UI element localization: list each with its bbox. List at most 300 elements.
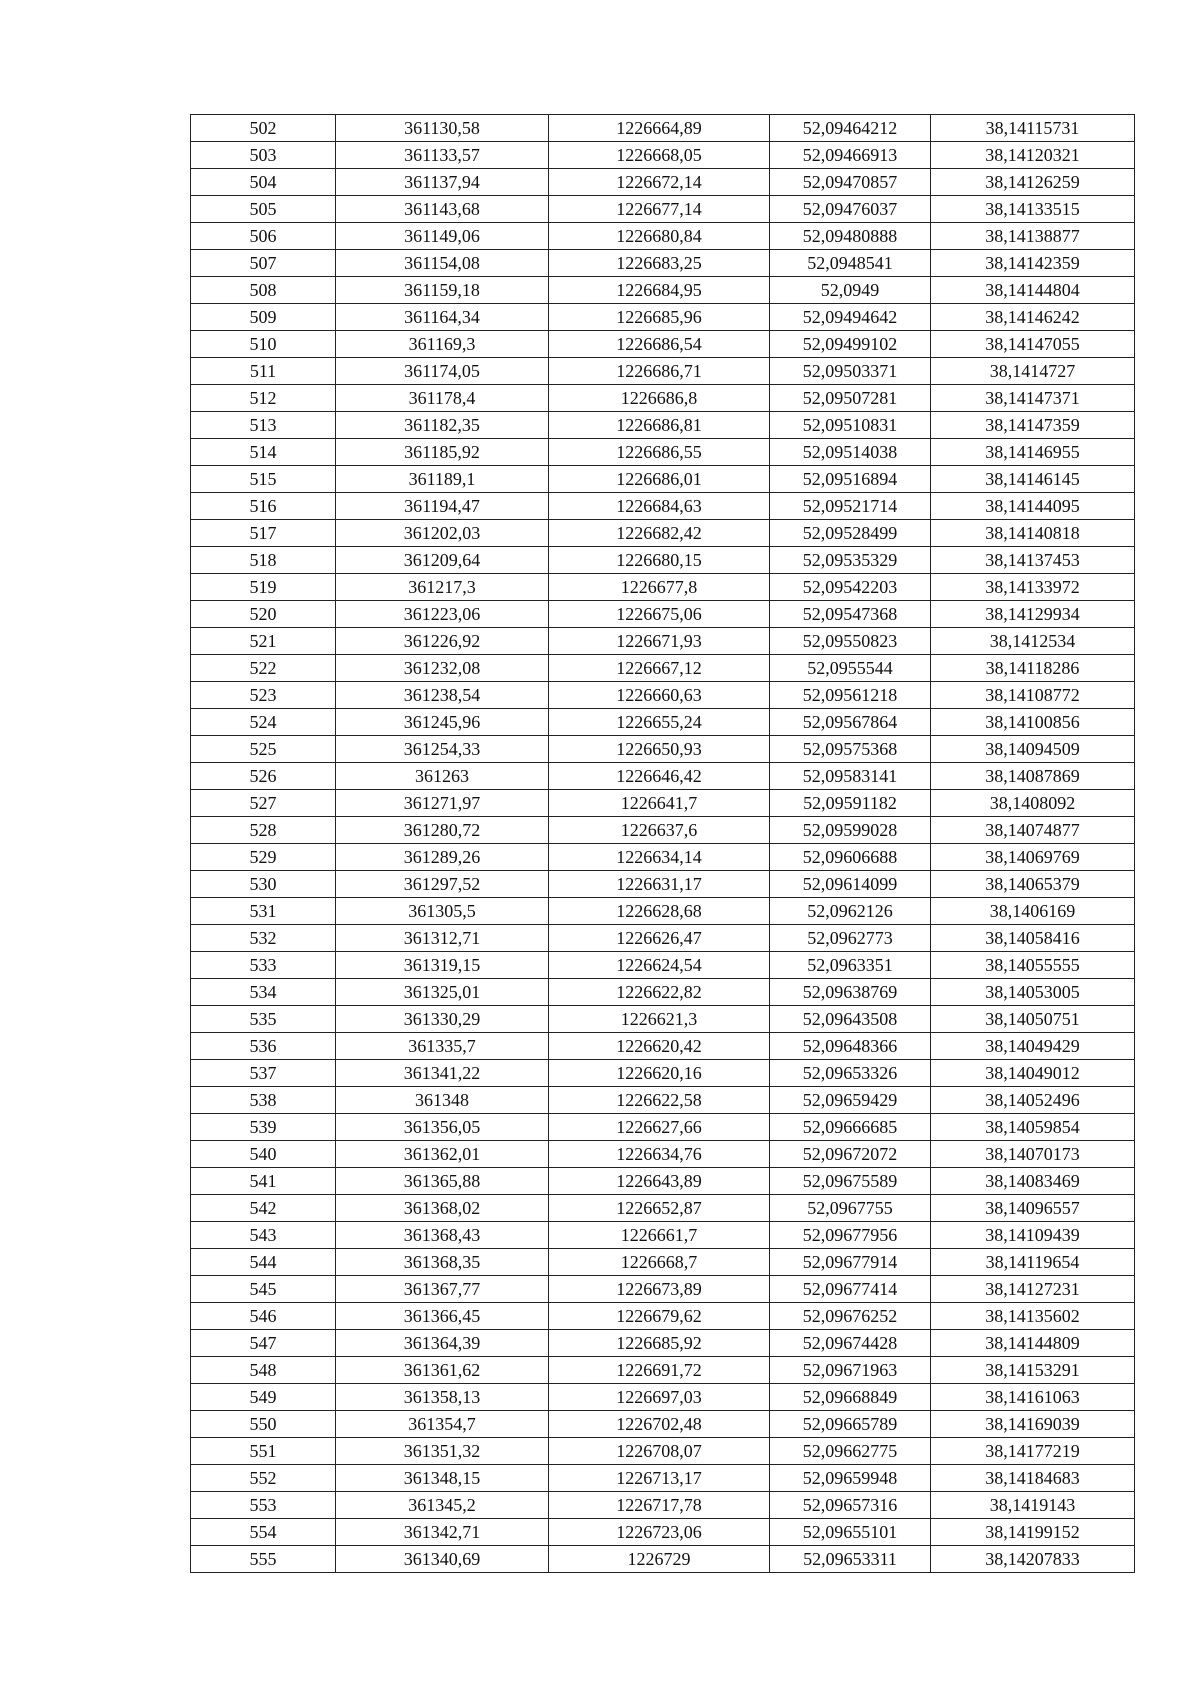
y-coordinate-cell: 1226684,63	[549, 493, 770, 520]
x-coordinate-cell: 361348	[336, 1087, 549, 1114]
point-number-cell: 543	[191, 1222, 336, 1249]
x-coordinate-cell: 361366,45	[336, 1303, 549, 1330]
latitude-cell: 52,09535329	[770, 547, 931, 574]
y-coordinate-cell: 1226729	[549, 1546, 770, 1573]
point-number-cell: 554	[191, 1519, 336, 1546]
y-coordinate-cell: 1226628,68	[549, 898, 770, 925]
y-coordinate-cell: 1226655,24	[549, 709, 770, 736]
y-coordinate-cell: 1226634,76	[549, 1141, 770, 1168]
longitude-cell: 38,14138877	[931, 223, 1135, 250]
point-number-cell: 547	[191, 1330, 336, 1357]
latitude-cell: 52,09470857	[770, 169, 931, 196]
x-coordinate-cell: 361209,64	[336, 547, 549, 574]
table-row	[191, 655, 1135, 682]
x-coordinate-cell: 361364,39	[336, 1330, 549, 1357]
coordinates-table-body	[191, 115, 1135, 1573]
latitude-cell: 52,0962773	[770, 925, 931, 952]
x-coordinate-cell: 361312,71	[336, 925, 549, 952]
latitude-cell: 52,09665789	[770, 1411, 931, 1438]
table-row	[191, 1411, 1135, 1438]
x-coordinate-cell: 361217,3	[336, 574, 549, 601]
latitude-cell: 52,09653326	[770, 1060, 931, 1087]
table-row	[191, 709, 1135, 736]
x-coordinate-cell: 361226,92	[336, 628, 549, 655]
latitude-cell: 52,0962126	[770, 898, 931, 925]
table-row	[191, 1330, 1135, 1357]
point-number-cell: 541	[191, 1168, 336, 1195]
longitude-cell: 38,14140818	[931, 520, 1135, 547]
table-row	[191, 682, 1135, 709]
x-coordinate-cell: 361351,32	[336, 1438, 549, 1465]
x-coordinate-cell: 361174,05	[336, 358, 549, 385]
y-coordinate-cell: 1226626,47	[549, 925, 770, 952]
x-coordinate-cell: 361325,01	[336, 979, 549, 1006]
table-row	[191, 1276, 1135, 1303]
y-coordinate-cell: 1226664,89	[549, 115, 770, 142]
longitude-cell: 38,14053005	[931, 979, 1135, 1006]
x-coordinate-cell: 361358,13	[336, 1384, 549, 1411]
x-coordinate-cell: 361130,58	[336, 115, 549, 142]
longitude-cell: 38,1412534	[931, 628, 1135, 655]
latitude-cell: 52,09668849	[770, 1384, 931, 1411]
y-coordinate-cell: 1226686,54	[549, 331, 770, 358]
table-row	[191, 1033, 1135, 1060]
longitude-cell: 38,14069769	[931, 844, 1135, 871]
x-coordinate-cell: 361345,2	[336, 1492, 549, 1519]
longitude-cell: 38,14058416	[931, 925, 1135, 952]
latitude-cell: 52,09561218	[770, 682, 931, 709]
longitude-cell: 38,14133972	[931, 574, 1135, 601]
point-number-cell: 509	[191, 304, 336, 331]
table-row	[191, 1357, 1135, 1384]
x-coordinate-cell: 361342,71	[336, 1519, 549, 1546]
x-coordinate-cell: 361361,62	[336, 1357, 549, 1384]
longitude-cell: 38,14146242	[931, 304, 1135, 331]
latitude-cell: 52,09599028	[770, 817, 931, 844]
x-coordinate-cell: 361305,5	[336, 898, 549, 925]
y-coordinate-cell: 1226672,14	[549, 169, 770, 196]
latitude-cell: 52,09653311	[770, 1546, 931, 1573]
table-row	[191, 1384, 1135, 1411]
longitude-cell: 38,14161063	[931, 1384, 1135, 1411]
point-number-cell: 544	[191, 1249, 336, 1276]
latitude-cell: 52,09499102	[770, 331, 931, 358]
x-coordinate-cell: 361368,43	[336, 1222, 549, 1249]
x-coordinate-cell: 361169,3	[336, 331, 549, 358]
y-coordinate-cell: 1226667,12	[549, 655, 770, 682]
table-row	[191, 1114, 1135, 1141]
longitude-cell: 38,14142359	[931, 250, 1135, 277]
point-number-cell: 504	[191, 169, 336, 196]
point-number-cell: 525	[191, 736, 336, 763]
y-coordinate-cell: 1226620,16	[549, 1060, 770, 1087]
table-row	[191, 331, 1135, 358]
table-row	[191, 169, 1135, 196]
y-coordinate-cell: 1226685,92	[549, 1330, 770, 1357]
point-number-cell: 518	[191, 547, 336, 574]
longitude-cell: 38,14146145	[931, 466, 1135, 493]
longitude-cell: 38,1414727	[931, 358, 1135, 385]
y-coordinate-cell: 1226685,96	[549, 304, 770, 331]
latitude-cell: 52,09606688	[770, 844, 931, 871]
table-row	[191, 412, 1135, 439]
latitude-cell: 52,09677414	[770, 1276, 931, 1303]
point-number-cell: 531	[191, 898, 336, 925]
point-number-cell: 526	[191, 763, 336, 790]
longitude-cell: 38,14137453	[931, 547, 1135, 574]
latitude-cell: 52,09542203	[770, 574, 931, 601]
point-number-cell: 546	[191, 1303, 336, 1330]
x-coordinate-cell: 361367,77	[336, 1276, 549, 1303]
point-number-cell: 507	[191, 250, 336, 277]
latitude-cell: 52,09659948	[770, 1465, 931, 1492]
y-coordinate-cell: 1226717,78	[549, 1492, 770, 1519]
latitude-cell: 52,09464212	[770, 115, 931, 142]
x-coordinate-cell: 361245,96	[336, 709, 549, 736]
y-coordinate-cell: 1226680,15	[549, 547, 770, 574]
latitude-cell: 52,09643508	[770, 1006, 931, 1033]
x-coordinate-cell: 361341,22	[336, 1060, 549, 1087]
longitude-cell: 38,14096557	[931, 1195, 1135, 1222]
latitude-cell: 52,09657316	[770, 1492, 931, 1519]
latitude-cell: 52,09638769	[770, 979, 931, 1006]
x-coordinate-cell: 361271,97	[336, 790, 549, 817]
latitude-cell: 52,09614099	[770, 871, 931, 898]
table-row	[191, 277, 1135, 304]
x-coordinate-cell: 361362,01	[336, 1141, 549, 1168]
table-row	[191, 1492, 1135, 1519]
y-coordinate-cell: 1226660,63	[549, 682, 770, 709]
y-coordinate-cell: 1226682,42	[549, 520, 770, 547]
latitude-cell: 52,0963351	[770, 952, 931, 979]
table-row	[191, 493, 1135, 520]
table-row	[191, 358, 1135, 385]
point-number-cell: 551	[191, 1438, 336, 1465]
table-row	[191, 817, 1135, 844]
point-number-cell: 516	[191, 493, 336, 520]
longitude-cell: 38,14126259	[931, 169, 1135, 196]
table-row	[191, 250, 1135, 277]
y-coordinate-cell: 1226641,7	[549, 790, 770, 817]
longitude-cell: 38,14083469	[931, 1168, 1135, 1195]
point-number-cell: 548	[191, 1357, 336, 1384]
x-coordinate-cell: 361182,35	[336, 412, 549, 439]
longitude-cell: 38,14147371	[931, 385, 1135, 412]
point-number-cell: 538	[191, 1087, 336, 1114]
table-row	[191, 1168, 1135, 1195]
x-coordinate-cell: 361356,05	[336, 1114, 549, 1141]
table-row	[191, 1249, 1135, 1276]
y-coordinate-cell: 1226668,05	[549, 142, 770, 169]
point-number-cell: 545	[191, 1276, 336, 1303]
latitude-cell: 52,09510831	[770, 412, 931, 439]
point-number-cell: 532	[191, 925, 336, 952]
y-coordinate-cell: 1226686,8	[549, 385, 770, 412]
x-coordinate-cell: 361365,88	[336, 1168, 549, 1195]
longitude-cell: 38,14094509	[931, 736, 1135, 763]
x-coordinate-cell: 361133,57	[336, 142, 549, 169]
point-number-cell: 549	[191, 1384, 336, 1411]
table-row	[191, 1141, 1135, 1168]
latitude-cell: 52,09480888	[770, 223, 931, 250]
y-coordinate-cell: 1226708,07	[549, 1438, 770, 1465]
latitude-cell: 52,09675589	[770, 1168, 931, 1195]
point-number-cell: 505	[191, 196, 336, 223]
longitude-cell: 38,14119654	[931, 1249, 1135, 1276]
y-coordinate-cell: 1226686,01	[549, 466, 770, 493]
latitude-cell: 52,09677914	[770, 1249, 931, 1276]
point-number-cell: 537	[191, 1060, 336, 1087]
x-coordinate-cell: 361335,7	[336, 1033, 549, 1060]
latitude-cell: 52,09503371	[770, 358, 931, 385]
table-row	[191, 736, 1135, 763]
longitude-cell: 38,14177219	[931, 1438, 1135, 1465]
table-row	[191, 763, 1135, 790]
point-number-cell: 506	[191, 223, 336, 250]
x-coordinate-cell: 361164,34	[336, 304, 549, 331]
y-coordinate-cell: 1226622,58	[549, 1087, 770, 1114]
table-row	[191, 520, 1135, 547]
x-coordinate-cell: 361238,54	[336, 682, 549, 709]
table-row	[191, 1087, 1135, 1114]
y-coordinate-cell: 1226634,14	[549, 844, 770, 871]
longitude-cell: 38,14129934	[931, 601, 1135, 628]
longitude-cell: 38,14133515	[931, 196, 1135, 223]
latitude-cell: 52,09662775	[770, 1438, 931, 1465]
latitude-cell: 52,09666685	[770, 1114, 931, 1141]
table-row	[191, 790, 1135, 817]
y-coordinate-cell: 1226677,8	[549, 574, 770, 601]
point-number-cell: 519	[191, 574, 336, 601]
point-number-cell: 524	[191, 709, 336, 736]
latitude-cell: 52,0967755	[770, 1195, 931, 1222]
longitude-cell: 38,14146955	[931, 439, 1135, 466]
x-coordinate-cell: 361185,92	[336, 439, 549, 466]
y-coordinate-cell: 1226643,89	[549, 1168, 770, 1195]
table-row	[191, 1222, 1135, 1249]
latitude-cell: 52,09567864	[770, 709, 931, 736]
point-number-cell: 535	[191, 1006, 336, 1033]
point-number-cell: 523	[191, 682, 336, 709]
x-coordinate-cell: 361263	[336, 763, 549, 790]
point-number-cell: 522	[191, 655, 336, 682]
x-coordinate-cell: 361194,47	[336, 493, 549, 520]
latitude-cell: 52,09494642	[770, 304, 931, 331]
latitude-cell: 52,09676252	[770, 1303, 931, 1330]
table-row	[191, 844, 1135, 871]
coordinates-table	[190, 114, 1135, 1573]
x-coordinate-cell: 361297,52	[336, 871, 549, 898]
y-coordinate-cell: 1226652,87	[549, 1195, 770, 1222]
table-row	[191, 196, 1135, 223]
longitude-cell: 38,14169039	[931, 1411, 1135, 1438]
table-row	[191, 142, 1135, 169]
x-coordinate-cell: 361319,15	[336, 952, 549, 979]
x-coordinate-cell: 361330,29	[336, 1006, 549, 1033]
longitude-cell: 38,14135602	[931, 1303, 1135, 1330]
y-coordinate-cell: 1226671,93	[549, 628, 770, 655]
point-number-cell: 534	[191, 979, 336, 1006]
point-number-cell: 517	[191, 520, 336, 547]
latitude-cell: 52,09583141	[770, 763, 931, 790]
y-coordinate-cell: 1226620,42	[549, 1033, 770, 1060]
point-number-cell: 542	[191, 1195, 336, 1222]
longitude-cell: 38,1419143	[931, 1492, 1135, 1519]
latitude-cell: 52,09674428	[770, 1330, 931, 1357]
longitude-cell: 38,14087869	[931, 763, 1135, 790]
latitude-cell: 52,09659429	[770, 1087, 931, 1114]
point-number-cell: 529	[191, 844, 336, 871]
point-number-cell: 530	[191, 871, 336, 898]
longitude-cell: 38,14127231	[931, 1276, 1135, 1303]
table-row	[191, 466, 1135, 493]
longitude-cell: 38,14147359	[931, 412, 1135, 439]
table-row	[191, 115, 1135, 142]
x-coordinate-cell: 361348,15	[336, 1465, 549, 1492]
point-number-cell: 528	[191, 817, 336, 844]
y-coordinate-cell: 1226675,06	[549, 601, 770, 628]
latitude-cell: 52,0949	[770, 277, 931, 304]
table-row	[191, 628, 1135, 655]
point-number-cell: 520	[191, 601, 336, 628]
latitude-cell: 52,09648366	[770, 1033, 931, 1060]
point-number-cell: 513	[191, 412, 336, 439]
y-coordinate-cell: 1226668,7	[549, 1249, 770, 1276]
y-coordinate-cell: 1226723,06	[549, 1519, 770, 1546]
longitude-cell: 38,14144809	[931, 1330, 1135, 1357]
latitude-cell: 52,09476037	[770, 196, 931, 223]
point-number-cell: 533	[191, 952, 336, 979]
y-coordinate-cell: 1226677,14	[549, 196, 770, 223]
y-coordinate-cell: 1226686,71	[549, 358, 770, 385]
point-number-cell: 503	[191, 142, 336, 169]
longitude-cell: 38,14109439	[931, 1222, 1135, 1249]
longitude-cell: 38,14144095	[931, 493, 1135, 520]
latitude-cell: 52,09521714	[770, 493, 931, 520]
latitude-cell: 52,09550823	[770, 628, 931, 655]
y-coordinate-cell: 1226691,72	[549, 1357, 770, 1384]
latitude-cell: 52,0955544	[770, 655, 931, 682]
y-coordinate-cell: 1226686,55	[549, 439, 770, 466]
y-coordinate-cell: 1226702,48	[549, 1411, 770, 1438]
x-coordinate-cell: 361178,4	[336, 385, 549, 412]
point-number-cell: 511	[191, 358, 336, 385]
longitude-cell: 38,14118286	[931, 655, 1135, 682]
latitude-cell: 52,09575368	[770, 736, 931, 763]
latitude-cell: 52,09672072	[770, 1141, 931, 1168]
latitude-cell: 52,0948541	[770, 250, 931, 277]
y-coordinate-cell: 1226684,95	[549, 277, 770, 304]
longitude-cell: 38,14153291	[931, 1357, 1135, 1384]
point-number-cell: 555	[191, 1546, 336, 1573]
y-coordinate-cell: 1226631,17	[549, 871, 770, 898]
latitude-cell: 52,09466913	[770, 142, 931, 169]
table-row	[191, 574, 1135, 601]
table-row	[191, 304, 1135, 331]
point-number-cell: 539	[191, 1114, 336, 1141]
longitude-cell: 38,14049429	[931, 1033, 1135, 1060]
longitude-cell: 38,14049012	[931, 1060, 1135, 1087]
x-coordinate-cell: 361189,1	[336, 466, 549, 493]
point-number-cell: 508	[191, 277, 336, 304]
latitude-cell: 52,09514038	[770, 439, 931, 466]
x-coordinate-cell: 361202,03	[336, 520, 549, 547]
y-coordinate-cell: 1226680,84	[549, 223, 770, 250]
longitude-cell: 38,14199152	[931, 1519, 1135, 1546]
point-number-cell: 514	[191, 439, 336, 466]
point-number-cell: 512	[191, 385, 336, 412]
point-number-cell: 552	[191, 1465, 336, 1492]
y-coordinate-cell: 1226683,25	[549, 250, 770, 277]
y-coordinate-cell: 1226661,7	[549, 1222, 770, 1249]
longitude-cell: 38,14055555	[931, 952, 1135, 979]
longitude-cell: 38,14059854	[931, 1114, 1135, 1141]
longitude-cell: 38,14070173	[931, 1141, 1135, 1168]
table-row	[191, 223, 1135, 250]
x-coordinate-cell: 361223,06	[336, 601, 549, 628]
y-coordinate-cell: 1226646,42	[549, 763, 770, 790]
x-coordinate-cell: 361149,06	[336, 223, 549, 250]
point-number-cell: 536	[191, 1033, 336, 1060]
longitude-cell: 38,14108772	[931, 682, 1135, 709]
y-coordinate-cell: 1226637,6	[549, 817, 770, 844]
latitude-cell: 52,09677956	[770, 1222, 931, 1249]
table-row	[191, 952, 1135, 979]
point-number-cell: 540	[191, 1141, 336, 1168]
table-row	[191, 979, 1135, 1006]
table-row	[191, 925, 1135, 952]
x-coordinate-cell: 361340,69	[336, 1546, 549, 1573]
point-number-cell: 515	[191, 466, 336, 493]
y-coordinate-cell: 1226673,89	[549, 1276, 770, 1303]
table-row	[191, 1303, 1135, 1330]
table-row	[191, 1465, 1135, 1492]
y-coordinate-cell: 1226650,93	[549, 736, 770, 763]
point-number-cell: 527	[191, 790, 336, 817]
x-coordinate-cell: 361368,02	[336, 1195, 549, 1222]
point-number-cell: 502	[191, 115, 336, 142]
longitude-cell: 38,1406169	[931, 898, 1135, 925]
y-coordinate-cell: 1226627,66	[549, 1114, 770, 1141]
y-coordinate-cell: 1226679,62	[549, 1303, 770, 1330]
table-row	[191, 547, 1135, 574]
x-coordinate-cell: 361159,18	[336, 277, 549, 304]
latitude-cell: 52,09591182	[770, 790, 931, 817]
y-coordinate-cell: 1226713,17	[549, 1465, 770, 1492]
table-row	[191, 1006, 1135, 1033]
x-coordinate-cell: 361137,94	[336, 169, 549, 196]
y-coordinate-cell: 1226686,81	[549, 412, 770, 439]
table-row	[191, 1060, 1135, 1087]
table-row	[191, 1519, 1135, 1546]
longitude-cell: 38,14065379	[931, 871, 1135, 898]
latitude-cell: 52,09547368	[770, 601, 931, 628]
longitude-cell: 38,14115731	[931, 115, 1135, 142]
x-coordinate-cell: 361289,26	[336, 844, 549, 871]
table-row	[191, 898, 1135, 925]
point-number-cell: 521	[191, 628, 336, 655]
longitude-cell: 38,14050751	[931, 1006, 1135, 1033]
point-number-cell: 550	[191, 1411, 336, 1438]
point-number-cell: 510	[191, 331, 336, 358]
longitude-cell: 38,1408092	[931, 790, 1135, 817]
latitude-cell: 52,09516894	[770, 466, 931, 493]
longitude-cell: 38,14052496	[931, 1087, 1135, 1114]
table-row	[191, 601, 1135, 628]
y-coordinate-cell: 1226624,54	[549, 952, 770, 979]
y-coordinate-cell: 1226622,82	[549, 979, 770, 1006]
table-row	[191, 871, 1135, 898]
